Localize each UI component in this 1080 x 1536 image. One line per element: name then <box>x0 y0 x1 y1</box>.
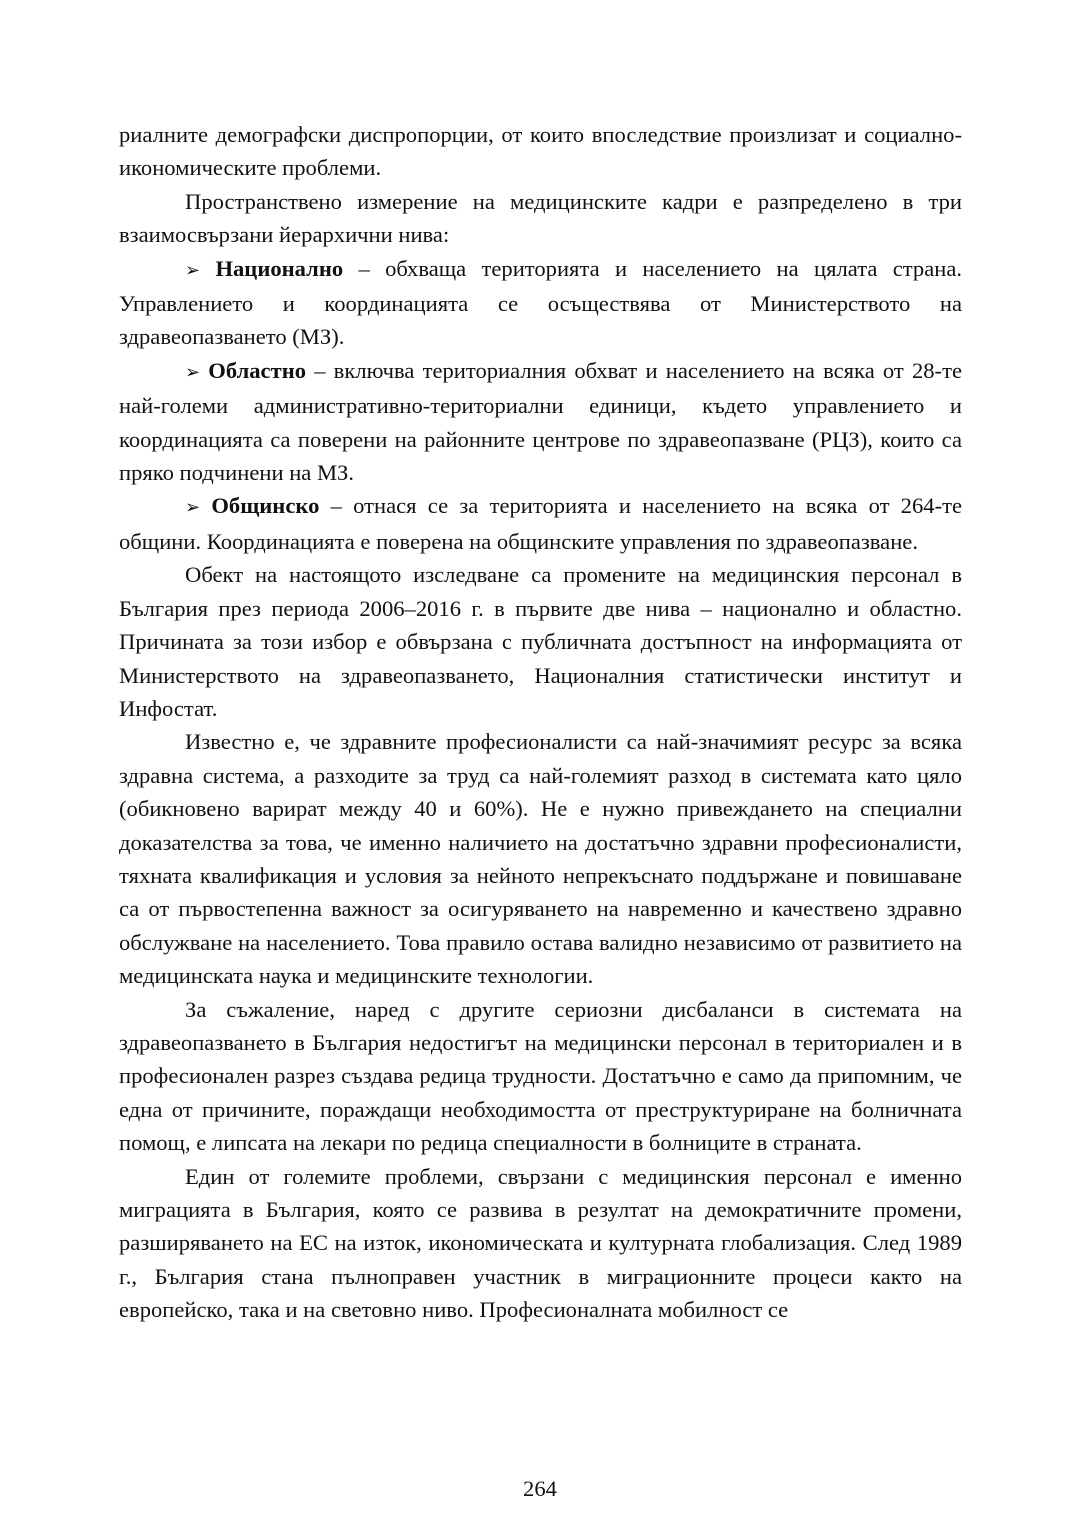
paragraph-levels-intro: Пространствено измерение на медицинските кадри е разпределено в три взаимосвързани йерархични нива: <box>119 188 962 248</box>
bullet-national <box>119 252 962 354</box>
bullet-text: – включва териториалния обхват и населението на всяка от 28-те най-големи административно-териториални единици, където управлението и координацията са поверени на районните центрове по здравеопазване (РЦЗ), които са пряко подчинени на МЗ. <box>119 357 962 486</box>
paragraph-migration: Един от големите проблеми, свързани с медицинския персонал е именно миграцията в България, която се развива в резултат на демократичните промени, разширяването на ЕС на изток, икономическата и културната глобализация. След 1989 г., България стана пълноправен участник в миграционните процеси както на европейско, така и на световно ниво. Професионалната мобилност се <box>119 1163 962 1323</box>
arrow-bullet-icon: ➢ <box>185 497 201 519</box>
bullet-term: Общинско <box>211 493 320 519</box>
bullet-municipal <box>119 489 962 558</box>
bullet-text: – обхваща територията и населението на цялата страна. Управлението и координацията се осъществява от Министерството на здравеопазването (МЗ). <box>119 255 962 350</box>
arrow-bullet-icon: ➢ <box>185 361 201 383</box>
bullet-regional <box>119 354 962 490</box>
bullet-text: – отнася се за територията и населението на всяка от 264-те общини. Координацията е поверена на общинските управления по здравеопазване. <box>119 493 962 554</box>
arrow-bullet-icon: ➢ <box>185 259 201 281</box>
page-body <box>119 118 962 1327</box>
page-number: 264 <box>523 1476 557 1501</box>
bullet-term: Национално <box>215 255 344 281</box>
bullet-term: Областно <box>208 357 307 383</box>
paragraph-staff-shortage: За съжаление, наред с другите сериозни дисбаланси в системата на здравеопазването в България недостигът на медицински персонал в териториален и в професионален разрез създава редица трудности. Достатъчно е само да припомним, че една от причините, пораждащи необходимостта от преструктуриране на болничната помощ, е липсата на лекари по редица специалности в болниците в страната. <box>119 996 962 1156</box>
paragraph-health-professionals: Известно е, че здравните професионалисти са най-значимият ресурс за всяка здравна система, а разходите за труд са най-големият разход в системата като цяло (обикновено варират между 40 и 60%). Не е нужно привеждането на специални доказателства за това, че именно наличието на достатъчно здравни професионалисти, тяхната квалификация и условия за нейното непрекъснато поддържане и повишаване са от първостепенна важност за осигуряването на навременно и качествено здравно обслужване на населението. Това правило остава валидно независимо от развитието на медицинската наука и медицинските технологии. <box>119 729 962 989</box>
paragraph-research-object: Обект на настоящото изследване са промените на медицинския персонал в България през периода 2006–2016 г. в първите две нива – национално и областно. Причината за този избор е обвързана с публичната достъпност на информацията от Министерството на здравеопазването, Националния статистически институт и Инфостат. <box>119 562 962 721</box>
paragraph-continuation: риалните демографски диспропорции, от които впоследствие произлизат и социално-икономическите проблеми. <box>119 122 962 181</box>
